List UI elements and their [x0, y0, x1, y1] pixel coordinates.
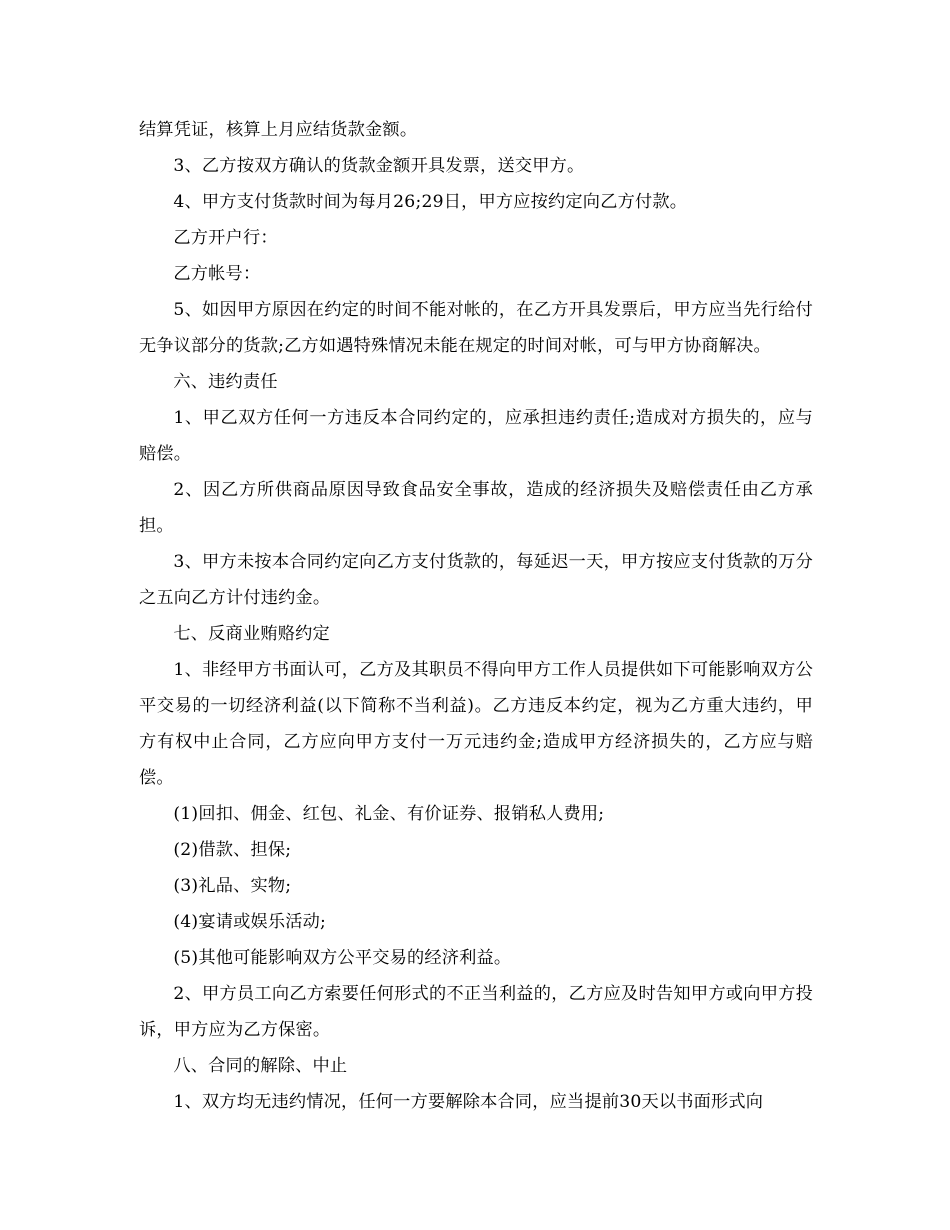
list-item-loans: (2)借款、担保;: [173, 840, 292, 860]
paragraph-bank-name: 乙方开户行：: [173, 228, 278, 248]
paragraph-invoice-issuance: 3、乙方按双方确认的货款金额开具发票，送交甲方。: [173, 156, 585, 176]
paragraph-late-payment: 3、甲方未按本合同约定向乙方支付货款的，每延迟一天，甲方按应支付货款的万分之五向乙方计付违约金。: [139, 552, 813, 608]
section-heading-anti-bribery: 七、反商业贿赂约定: [173, 624, 330, 644]
list-item-other-benefits: (5)其他可能影响双方公平交易的经济利益。: [173, 948, 512, 968]
list-item-gifts: (3)礼品、实物;: [173, 876, 292, 896]
document-body: [139, 112, 813, 1120]
paragraph-termination-notice: 1、双方均无违约情况，任何一方要解除本合同，应当提前30天以书面形式向: [173, 1092, 764, 1112]
list-item-kickbacks: (1)回扣、佣金、红包、礼金、有价证券、报销私人费用;: [173, 804, 605, 824]
paragraph-account-number: 乙方帐号：: [173, 264, 261, 284]
section-heading-termination: 八、合同的解除、中止: [173, 1056, 348, 1076]
paragraph-improper-benefits: 1、非经甲方书面认可，乙方及其职员不得向甲方工作人员提供如下可能影响双方公平交易的一切经济利益(以下简称不当利益)。乙方违反本约定，视为乙方重大违约，甲方有权中止合同，乙方应向甲方支付一万元违约金;造成甲方经济损失的，乙方应与赔偿。: [139, 660, 813, 788]
list-item-entertainment: (4)宴请或娱乐活动;: [173, 912, 327, 932]
section-heading-liability: 六、违约责任: [173, 372, 278, 392]
paragraph-food-safety: 2、因乙方所供商品原因导致食品安全事故，造成的经济损失及赔偿责任由乙方承担。: [139, 480, 813, 536]
paragraph-breach-general: 1、甲乙双方任何一方违反本合同约定的，应承担违约责任;造成对方损失的，应与赔偿。: [139, 408, 813, 464]
paragraph-payment-schedule: 4、甲方支付货款时间为每月26;29日，甲方应按约定向乙方付款。: [173, 192, 688, 212]
paragraph-employee-solicitation: 2、甲方员工向乙方索要任何形式的不正当利益的，乙方应及时告知甲方或向甲方投诉，甲方应为乙方保密。: [139, 984, 813, 1040]
paragraph-reconciliation: 5、如因甲方原因在约定的时间不能对帐的，在乙方开具发票后，甲方应当先行给付无争议部分的货款;乙方如遇特殊情况未能在规定的时间对帐，可与甲方协商解决。: [139, 300, 813, 356]
paragraph-settlement-voucher: 结算凭证，核算上月应结货款金额。: [139, 120, 418, 140]
